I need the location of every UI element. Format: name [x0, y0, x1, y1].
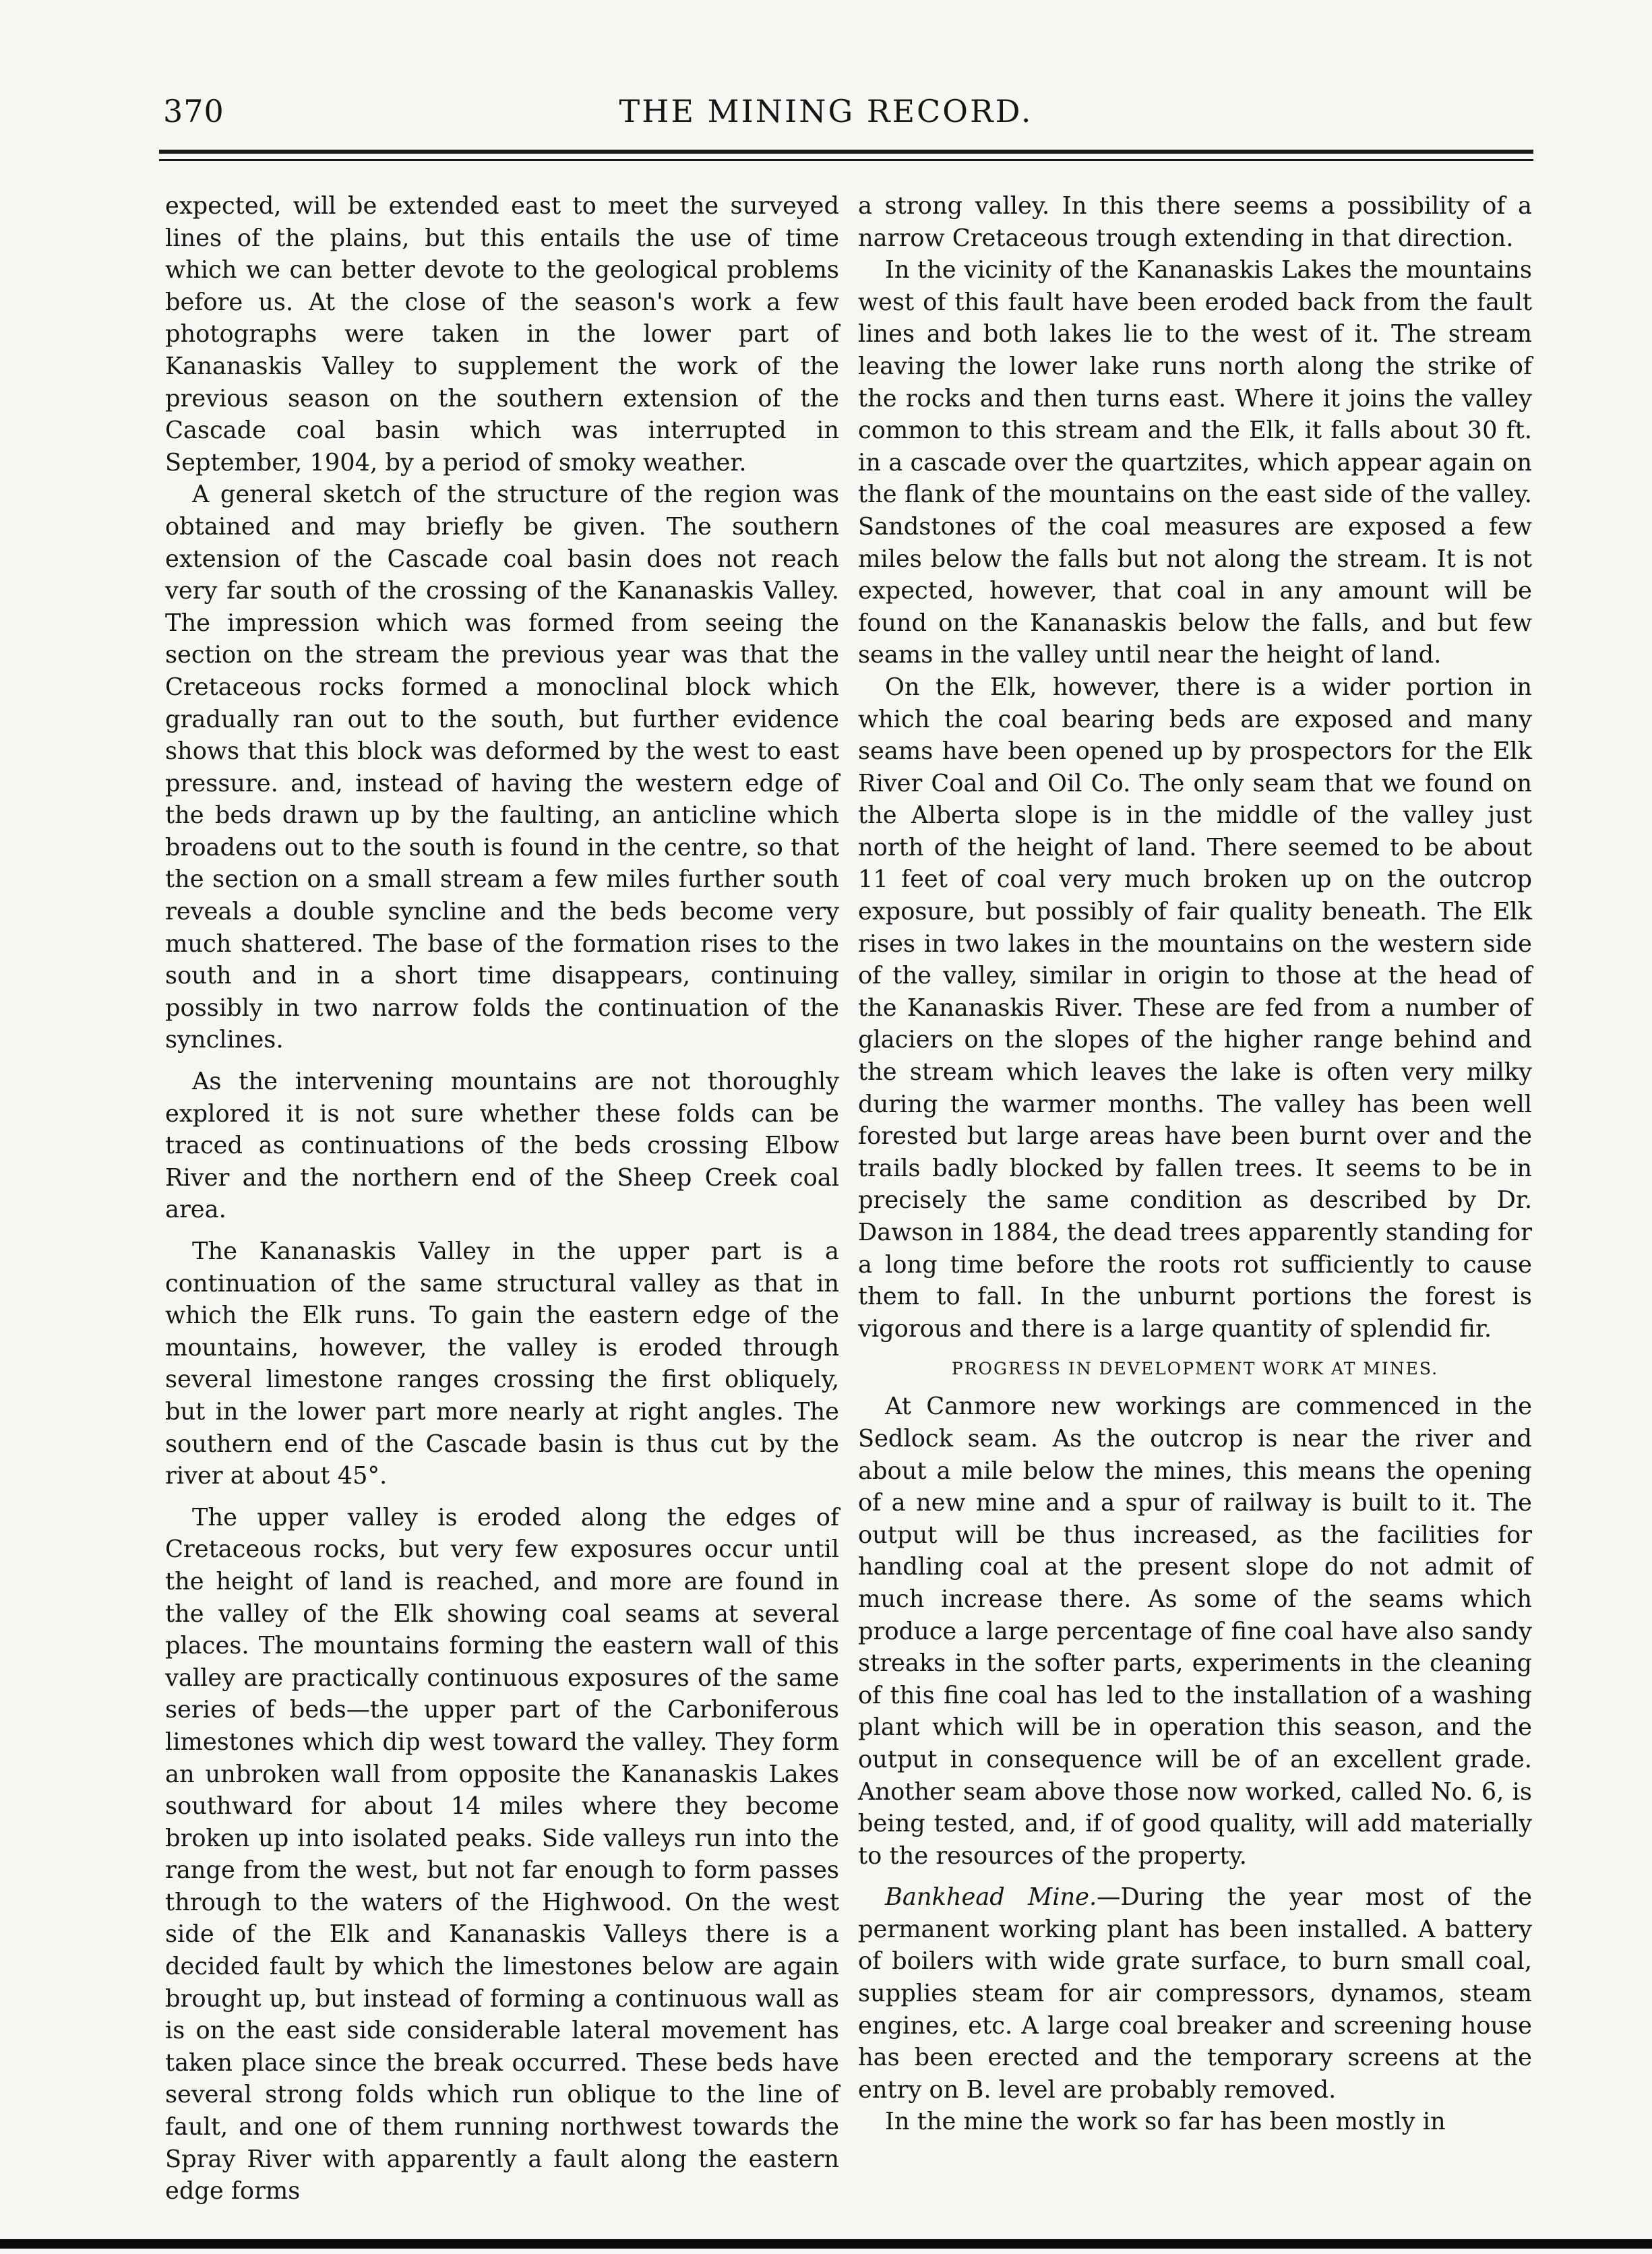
- paragraph: The upper valley is eroded along the edges of Cretaceous rocks, but very few exposures occur until the height of land is reached, and more are found in the valley of the Elk showing coal seams at several places. The mountains forming the eastern wall of this valley are practically continuous exposures of the same series of beds—the upper part of the Carboniferous limestones which dip west toward the valley. They form an unbroken wall from opposite the Kananaskis Lakes southward for about 14 miles where they become broken up into isolated peaks. Side valleys run into the range from the west, but not far enough to form passes through to the waters of the Highwood. On the west side of the Elk and Kananaskis Valleys there is a decided fault by which the limestones below are again brought up, but instead of forming a continuous wall as is on the east side considerable lateral movement has taken place since the break occurred. These beds have several strong folds which run oblique to the line of fault, and one of them running northwest towards the Spray River with apparently a fault along the eastern edge forms: [165, 1503, 839, 2205]
- paragraph: At Canmore new workings are commenced in the Sedlock seam. As the outcrop is near the river and about a mile below the mines, this means the opening of a new mine and a spur of railway is built to it. The output will be thus increased, as the facilities for handling coal at the present slope do not admit of much increase there. As some of the seams which produce a large percentage of fine coal have also sandy streaks in the softer parts, experiments in the cleaning of this fine coal has led to the installation of a washing plant which will be in operation this season, and the output in consequence will be of an excellent grade. Another seam above those now worked, called No. 6, is being tested, and, if of good quality, will add materially to the resources of the property.: [858, 1393, 1532, 1870]
- header-rule-thin: [159, 159, 1533, 161]
- paragraph: In the vicinity of the Kananaskis Lakes the mountains west of this fault have been eroded back from the fault lines and both lakes lie to the west of it. The stream leaving the lower lake runs north along the strike of the rocks and then turns east. Where it joins the valley common to this stream and the Elk, it falls about 30 ft. in a cascade over the quartzites, which appear again on the flank of the mountains on the east side of the valley. Sandstones of the coal measures are exposed a few miles below the falls but not along the stream. It is not expected, however, that coal in any amount will be found on the Kananaskis below the falls, and but few seams in the valley until near the height of land.: [858, 256, 1532, 669]
- paragraph: A general sketch of the structure of the region was obtained and may briefly be given. The southern extension of the Cascade coal basin does not reach very far south of the crossing of the Kananaskis Valley. The impression which was formed from seeing the section on the stream the previous year was that the Cretaceous rocks formed a monoclinal block which gradually ran out to the south, but further evidence shows that this block was deformed by the west to east pressure. and, instead of having the western edge of the beds drawn up by the faulting, an anticline which broadens out to the south is found in the centre, so that the section on a small stream a few miles further south reveals a double syncline and the beds become very much shattered. The base of the formation rises to the south and in a short time disappears, continuing possibly in two narrow folds the continuation of the synclines.: [165, 481, 839, 1054]
- section-heading: PROGRESS IN DEVELOPMENT WORK AT MINES.: [951, 1359, 1439, 1379]
- paragraph: In the mine the work so far has been mostly in: [885, 2108, 1446, 2136]
- paragraph: As the intervening mountains are not thoroughly explored it is not sure whether these folds can be traced as continuations of the beds crossing Elbow River and the northern end of the Sheep Creek coal area.: [165, 1068, 839, 1224]
- paragraph: [858, 1881, 1532, 2106]
- header-rule: [159, 150, 1533, 154]
- paragraph: On the Elk, however, there is a wider portion in which the coal bearing beds are exposed and many seams have been opened up by prospectors for the Elk River Coal and Oil Co. The only seam that we found on the Alberta slope is in the middle of the valley just north of the height of land. There seemed to be about 11 feet of coal very much broken up on the outcrop exposure, but possibly of fair quality beneath. The Elk rises in two lakes in the mountains on the western side of the valley, similar in origin to those at the head of the Kananaskis River. These are fed from a number of glaciers on the slopes of the higher range behind and the stream which leaves the lake is often very milky during the warmer months. The valley has been well forested but large areas have been burnt over and the trails badly blocked by fallen trees. It seems to be in precisely the same condition as described by Dr. Dawson in 1884, the dead trees apparently standing for a long time before the roots rot sufficiently to cause them to fall. In the unburnt portions the forest is vigorous and there is a large quantity of splendid fir.: [858, 673, 1532, 1343]
- paragraph-text: —During the year most of the permanent working plant has been installed. A battery of boilers with wide grate surface, to burn small coal, supplies steam for air compressors, dynamos, steam engines, etc. A large coal breaker and screening house has been erected and the temporary screens at the entry on B. level are probably removed.: [858, 1883, 1532, 2104]
- paragraph: The Kananaskis Valley in the upper part is a continuation of the same structural valley as that in which the Elk runs. To gain the eastern edge of the mountains, however, the valley is eroded through several limestone ranges crossing the first obliquely, but in the lower part more nearly at right angles. The southern end of the Cascade basin is thus cut by the river at about 45°.: [165, 1238, 839, 1490]
- right-column: [858, 190, 1532, 2138]
- page-number: 370: [163, 93, 224, 129]
- paragraph: a strong valley. In this there seems a possibility of a narrow Cretaceous trough extending in that direction.: [858, 192, 1532, 252]
- mine-name: Bankhead Mine.: [885, 1883, 1097, 1912]
- running-title: THE MINING RECORD.: [619, 93, 1033, 129]
- page-bottom-edge: [0, 2239, 1652, 2249]
- paragraph: expected, will be extended east to meet the surveyed lines of the plains, but this entails the use of time which we can better devote to the geological problems before us. At the close of the season's work a few photographs were taken in the lower part of Kananaskis Valley to supplement the work of the previous season on the southern extension of the Cascade coal basin which was interrupted in September, 1904, by a period of smoky weather.: [165, 192, 839, 477]
- left-column: [165, 190, 839, 2207]
